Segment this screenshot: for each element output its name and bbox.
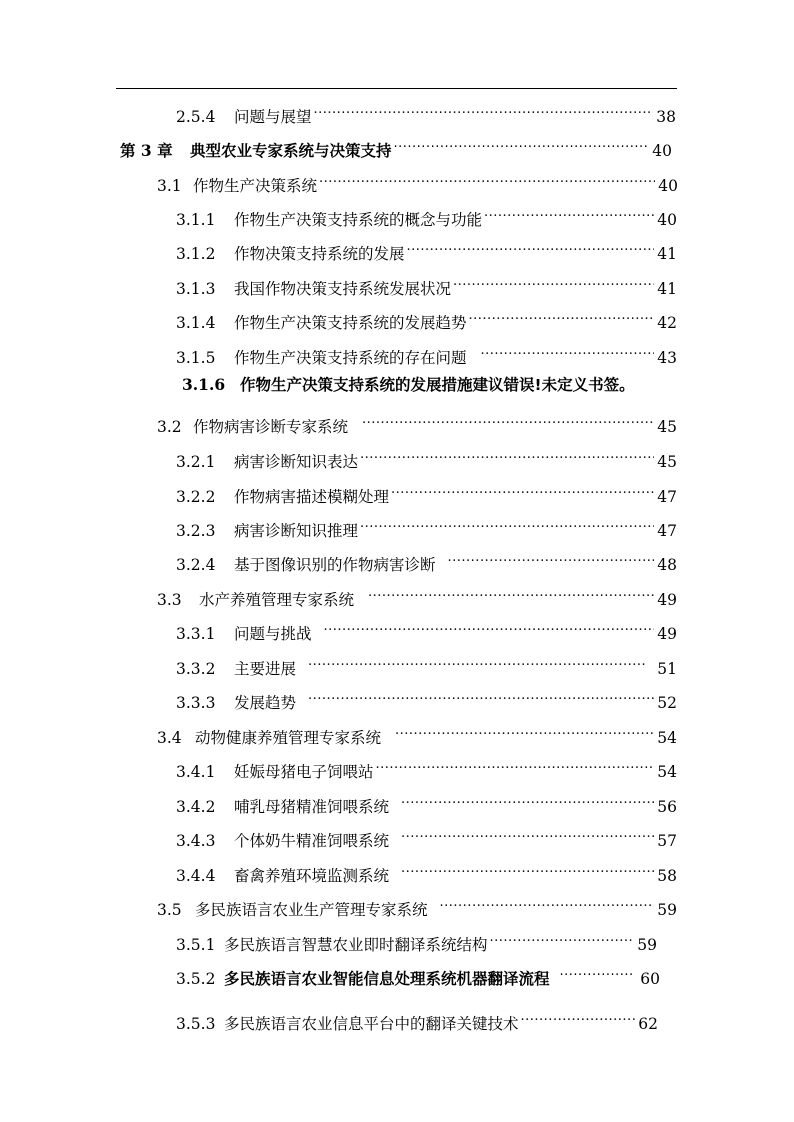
toc-entry-number: 3.2.3 (176, 522, 216, 540)
toc-entry-3-4[interactable] (157, 717, 677, 747)
toc-entry-number: 2.5.4 (176, 108, 216, 126)
toc-entry-page: 54 (657, 729, 677, 747)
toc-entry-title: 作物生产决策支持系统的概念与功能 (234, 211, 483, 229)
toc-entry-page: 43 (657, 349, 677, 367)
toc-entry-title: 作物生产决策支持系统的发展措施建议错误!未定义书签。 (240, 376, 635, 394)
toc-entry-page: 59 (657, 901, 677, 919)
toc-entry-number: 3.5.2 (176, 970, 216, 988)
toc-entry-page: 57 (657, 832, 677, 850)
toc-leader-dots (376, 751, 655, 777)
toc-leader-dots (319, 165, 655, 191)
toc-entry-3-1-6[interactable] (182, 372, 702, 398)
toc-leader-dots (481, 337, 655, 363)
toc-entry-number: 3.1.2 (176, 245, 216, 263)
toc-entry-3-5[interactable] (157, 889, 677, 919)
toc-entry-title: 作物生产决策支持系统的发展趋势 (234, 314, 467, 332)
toc-entry-number: 3.5 (157, 901, 182, 919)
toc-leader-dots (401, 786, 654, 812)
toc-leader-dots (368, 579, 654, 605)
toc-entry-title: 我国作物决策支持系统发展状况 (234, 280, 452, 298)
toc-entry-3-1-4[interactable] (176, 302, 677, 332)
toc-leader-dots (391, 476, 654, 502)
toc-leader-dots (560, 958, 633, 984)
toc-entry-page: 38 (656, 108, 676, 126)
toc-entry-page: 41 (657, 280, 677, 298)
toc-entry-page: 52 (657, 694, 677, 712)
toc-leader-dots (401, 820, 654, 846)
toc-leader-dots (308, 648, 647, 674)
toc-leader-dots (395, 717, 654, 743)
toc-entry-number: 3.1 (157, 177, 182, 195)
toc-entry-title: 动物健康养殖管理专家系统 (195, 729, 382, 747)
toc-entry-number: 3.3.3 (176, 694, 216, 712)
toc-entry-chapter-3[interactable] (120, 130, 672, 160)
toc-entry-number: 3.2.4 (176, 556, 216, 574)
toc-entry-page: 40 (658, 177, 678, 195)
toc-entry-page: 45 (657, 453, 677, 471)
toc-entry-3-5-2[interactable] (176, 958, 660, 988)
toc-entry-number: 3.4.4 (176, 867, 216, 885)
toc-entry-3-2-4[interactable] (176, 544, 677, 574)
toc-entry-number: 3.5.3 (176, 1015, 216, 1033)
toc-entry-page: 40 (657, 211, 677, 229)
toc-entry-title: 主要进展 (234, 660, 297, 678)
toc-leader-dots (440, 889, 655, 915)
toc-entry-title: 水产养殖管理专家系统 (199, 591, 355, 609)
toc-leader-dots (469, 302, 655, 328)
toc-leader-dots (360, 510, 654, 536)
toc-entry-3-1-1[interactable] (176, 199, 677, 229)
toc-entry-page: 49 (657, 591, 677, 609)
toc-entry-title: 病害诊断知识推理 (234, 522, 359, 540)
toc-entry-title: 多民族语言农业信息平台中的翻译关键技术 (224, 1015, 519, 1033)
toc-entry-3-1[interactable] (157, 165, 678, 195)
toc-entry-title: 作物生产决策支持系统的存在问题 (234, 349, 467, 367)
toc-entry-2-5-4[interactable] (176, 96, 676, 126)
toc-leader-dots (490, 924, 635, 950)
toc-entry-3-3-3[interactable] (176, 682, 677, 712)
toc-entry-page: 62 (638, 1015, 658, 1033)
toc-entry-page: 59 (637, 936, 657, 954)
toc-entry-number: 3.4 (157, 729, 182, 747)
toc-entry-3-4-1[interactable] (176, 751, 677, 781)
toc-entry-title: 哺乳母猪精准饲喂系统 (234, 798, 390, 816)
toc-entry-3-4-4[interactable] (176, 855, 677, 885)
toc-entry-3-4-3[interactable] (176, 820, 677, 850)
toc-entry-page: 45 (657, 418, 677, 436)
toc-entry-page: 49 (657, 625, 677, 643)
toc-entry-3-1-3[interactable] (176, 268, 677, 298)
toc-entry-3-1-5[interactable] (176, 337, 677, 367)
toc-leader-dots (448, 544, 655, 570)
toc-entry-number: 3.4.1 (176, 763, 216, 781)
toc-entry-number: 3.2 (157, 418, 182, 436)
toc-entry-3-2-2[interactable] (176, 476, 677, 506)
toc-entry-title: 作物病害描述模糊处理 (234, 488, 390, 506)
toc-entry-page: 51 (657, 660, 677, 678)
toc-entry-title: 畜禽养殖环境监测系统 (234, 867, 390, 885)
toc-entry-3-1-2[interactable] (176, 233, 677, 263)
toc-entry-number: 第 3 章 (120, 141, 173, 160)
toc-entry-title: 基于图像识别的作物病害诊断 (234, 556, 436, 574)
toc-entry-page: 42 (657, 314, 677, 332)
toc-entry-title: 典型农业专家系统与决策支持 (190, 142, 392, 160)
toc-leader-dots (484, 199, 654, 225)
toc-entry-number: 3.1.5 (176, 349, 216, 367)
toc-entry-page: 41 (657, 245, 677, 263)
toc-entry-3-2[interactable] (157, 406, 677, 436)
toc-entry-3-3-1[interactable] (176, 613, 677, 643)
toc-entry-title: 问题与挑战 (234, 625, 312, 643)
toc-entry-number: 3.5.1 (176, 936, 216, 954)
toc-leader-dots (308, 682, 654, 708)
toc-entry-title: 多民族语言智慧农业即时翻译系统结构 (224, 936, 488, 954)
toc-entry-3-3[interactable] (157, 579, 677, 609)
toc-entry-page: 48 (657, 556, 677, 574)
toc-entry-page: 47 (657, 488, 677, 506)
toc-entry-number: 3.1.6 (182, 375, 226, 394)
toc-entry-3-2-1[interactable] (176, 441, 677, 471)
toc-entry-number: 3.1.3 (176, 280, 216, 298)
toc-entry-number: 3.3.2 (176, 660, 216, 678)
toc-entry-page: 58 (657, 867, 677, 885)
toc-leader-dots (314, 96, 654, 122)
toc-entry-number: 3.4.3 (176, 832, 216, 850)
toc-entry-page: 47 (657, 522, 677, 540)
toc-entry-title: 问题与展望 (234, 108, 312, 126)
toc-entry-3-4-2[interactable] (176, 786, 677, 816)
toc-entry-page: 54 (657, 763, 677, 781)
toc-entry-title: 作物病害诊断专家系统 (193, 418, 349, 436)
toc-entry-3-2-3[interactable] (176, 510, 677, 540)
toc-entry-title: 多民族语言农业生产管理专家系统 (195, 901, 428, 919)
toc-entry-3-5-1[interactable] (176, 924, 657, 954)
toc-leader-dots (362, 406, 654, 432)
toc-entry-title: 作物生产决策系统 (193, 177, 318, 195)
toc-entry-title: 多民族语言农业智能信息处理系统机器翻译流程 (224, 970, 550, 988)
toc-leader-dots (360, 441, 654, 467)
toc-entry-number: 3.2.2 (176, 488, 216, 506)
toc-entry-title: 作物决策支持系统的发展 (234, 245, 405, 263)
toc-entry-number: 3.1.4 (176, 314, 216, 332)
toc-entry-number: 3.1.1 (176, 211, 216, 229)
toc-entry-number: 3.2.1 (176, 453, 216, 471)
toc-entry-number: 3.4.2 (176, 798, 216, 816)
toc-entry-page: 40 (652, 142, 672, 160)
toc-leader-dots (394, 130, 650, 156)
toc-entry-page: 60 (640, 970, 660, 988)
toc-entry-3-3-2[interactable] (176, 648, 677, 678)
toc-entry-title: 妊娠母猪电子饲喂站 (234, 763, 374, 781)
toc-entry-title: 个体奶牛精准饲喂系统 (234, 832, 390, 850)
toc-entry-page: 56 (657, 798, 677, 816)
toc-leader-dots (324, 613, 655, 639)
toc-entry-number: 3.3.1 (176, 625, 216, 643)
toc-entry-3-5-3[interactable] (176, 1003, 658, 1033)
toc-leader-dots (407, 233, 655, 259)
toc-leader-dots (453, 268, 654, 294)
toc-entry-title: 病害诊断知识表达 (234, 453, 359, 471)
toc-leader-dots (401, 855, 654, 881)
toc-entry-title: 发展趋势 (234, 694, 297, 712)
toc-entry-number: 3.3 (157, 591, 182, 609)
toc-leader-dots (521, 1003, 636, 1029)
